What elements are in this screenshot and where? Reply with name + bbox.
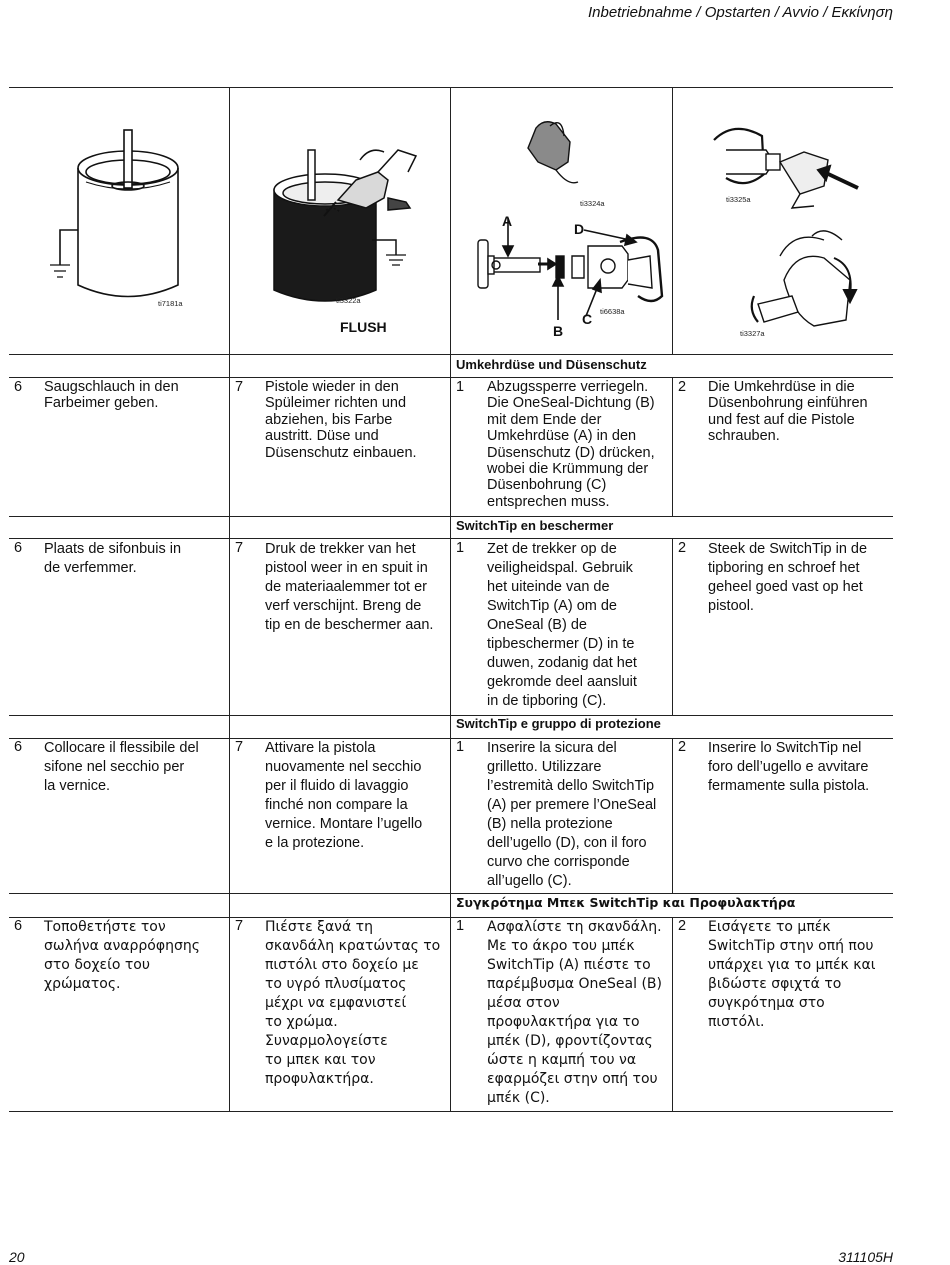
column-rule-3-s0: [672, 87, 673, 355]
figure-flush-bucket: [238, 90, 442, 352]
section-title-dutch: SwitchTip en beschermer: [456, 518, 614, 533]
page-header-title: Inbetriebnahme / Opstarten / Avvio / Εκκίνηση: [587, 4, 893, 21]
column-rule-3-s4: [672, 917, 673, 1112]
step-number: 2: [678, 379, 687, 395]
step-text: Saugschlauch in den Farbeimer geben.: [44, 379, 179, 412]
section-4-title-rule: [9, 893, 893, 894]
section-2-title-rule: [9, 516, 893, 517]
step-text: Zet de trekker op de veiligheidspal. Gebruik het uiteinde van de SwitchTip (A) om de OneSeal (B) de tipbeschermer (D) in te duwen, zodanig dat het gekromde deel aansluit in de tipboring (C).: [487, 541, 637, 709]
table-top-rule: [9, 87, 893, 88]
step-text: Plaats de sifonbuis in de verfemmer.: [44, 541, 182, 576]
step-text: Ασφαλίστε τη σκανδάλη. Με το άκρο του μπέκ SwitchTip (A) πιέστε το παρέμβυσμα OneSeal (B) μέσα στον προφυλακτήρα για το μπέκ (D), φροντίζοντας ώστε η καμπή του να εφαρμόζει στην οπή του μπέκ (C).: [487, 919, 662, 1106]
step-text: Druk de trekker van het pistool weer in en spuit in de materiaalemmer tot er verf verschijnt. Breng de tip en de beschermer aan.: [265, 541, 434, 633]
step-number: 1: [456, 540, 465, 556]
callout-a: A: [502, 213, 513, 229]
step-number: 7: [235, 739, 244, 755]
table-bottom-rule: [9, 1111, 893, 1112]
figure-3-label-b: ti6638a: [600, 307, 625, 316]
figure-4-label-b: ti3327a: [740, 329, 765, 338]
step-number: 6: [14, 540, 23, 556]
figure-1-label: ti7181a: [158, 299, 183, 308]
column-rule-3-s2: [672, 538, 673, 716]
step-number: 1: [456, 918, 465, 934]
column-rule-2: [450, 87, 451, 1112]
step-number: 7: [235, 379, 244, 395]
column-rule-3-s1: [672, 377, 673, 517]
step-number: 2: [678, 739, 687, 755]
step-text: Steek de SwitchTip in de tipboring en schroef het geheel goed vast op het pistool.: [708, 541, 868, 614]
step-text: Inserire la sicura del grilletto. Utilizzare l’estremità dello SwitchTip (A) per premere l’OneSeal (B) nella protezione dell’ugello (D), con il foro curvo che corrisponde all’ugello (C).: [487, 740, 657, 889]
step-number: 1: [456, 739, 465, 755]
section-2-row-rule: [9, 538, 893, 539]
section-3-title-rule: [9, 715, 893, 716]
step-text: Τοποθετήστε τον σωλήνα αναρρόφησης στο δοχείο του χρώματος.: [44, 919, 200, 992]
step-number: 7: [235, 918, 244, 934]
step-text: Abzugssperre verriegeln. Die OneSeal-Dichtung (B) mit dem Ende der Umkehrdüse (A) in den Düsenschutz (D) drücken, wobei die Krümmung der Düsenbohrung (C) entsprechen muss.: [487, 379, 655, 510]
callout-c: C: [582, 311, 593, 327]
step-text: Πιέστε ξανά τη σκανδάλη κρατώντας το πιστόλι στο δοχείο με το υγρό πλυσίματος μέχρι να εμφανιστεί το χρώμα. Συναρμολογείστε το μπεκ και τον προφυλακτήρα.: [265, 919, 441, 1087]
step-text: Collocare il flessibile del sifone nel secchio per la vernice.: [44, 740, 199, 794]
page-number: 20: [9, 1249, 25, 1265]
step-number: 1: [456, 379, 465, 395]
document-number: 311105H: [838, 1249, 893, 1265]
figure-siphon-bucket: [20, 90, 220, 352]
column-rule-1: [229, 87, 230, 1112]
figure-2-label: ti3322a: [336, 296, 361, 305]
section-title-greek: Συγκρότημα Μπεκ SwitchTip και Προφυλακτήρα: [456, 895, 796, 910]
column-rule-3-s3: [672, 738, 673, 894]
figure-3-label-a: ti3324a: [580, 199, 605, 208]
figure-tip-into-gun: [674, 90, 892, 352]
step-number: 7: [235, 540, 244, 556]
section-1-title-rule: [9, 354, 893, 355]
step-number: 2: [678, 918, 687, 934]
step-text: Die Umkehrdüse in die Düsenbohrung einführen und fest auf die Pistole schrauben.: [708, 379, 868, 445]
figure-tip-guard-assembly: [452, 90, 670, 352]
step-text: Inserire lo SwitchTip nel foro dell’ugello e avvitare fermamente sulla pistola.: [708, 740, 870, 794]
figure-2-caption: FLUSH: [340, 319, 387, 335]
section-title-german: Umkehrdüse und Düsenschutz: [456, 357, 647, 372]
step-number: 6: [14, 739, 23, 755]
step-number: 6: [14, 379, 23, 395]
step-text: Pistole wieder in den Spüleimer richten und abziehen, bis Farbe austritt. Düse und Düsenschutz einbauen.: [265, 379, 417, 461]
section-1-row-rule: [9, 377, 893, 378]
step-number: 2: [678, 540, 687, 556]
callout-b: B: [553, 323, 564, 339]
callout-d: D: [574, 221, 585, 237]
step-number: 6: [14, 918, 23, 934]
section-title-italian: SwitchTip e gruppo di protezione: [456, 716, 661, 731]
step-text: Εισάγετε το μπέκ SwitchTip στην οπή που υπάρχει για το μπέκ και βιδώστε σφιχτά το συγκρότημα στο πιστόλι.: [708, 919, 876, 1030]
step-text: Attivare la pistola nuovamente nel secchio per il fluido di lavaggio finché non compare la vernice. Montare l’ugello e la protezione.: [265, 740, 423, 851]
figure-4-label-a: ti3325a: [726, 195, 751, 204]
